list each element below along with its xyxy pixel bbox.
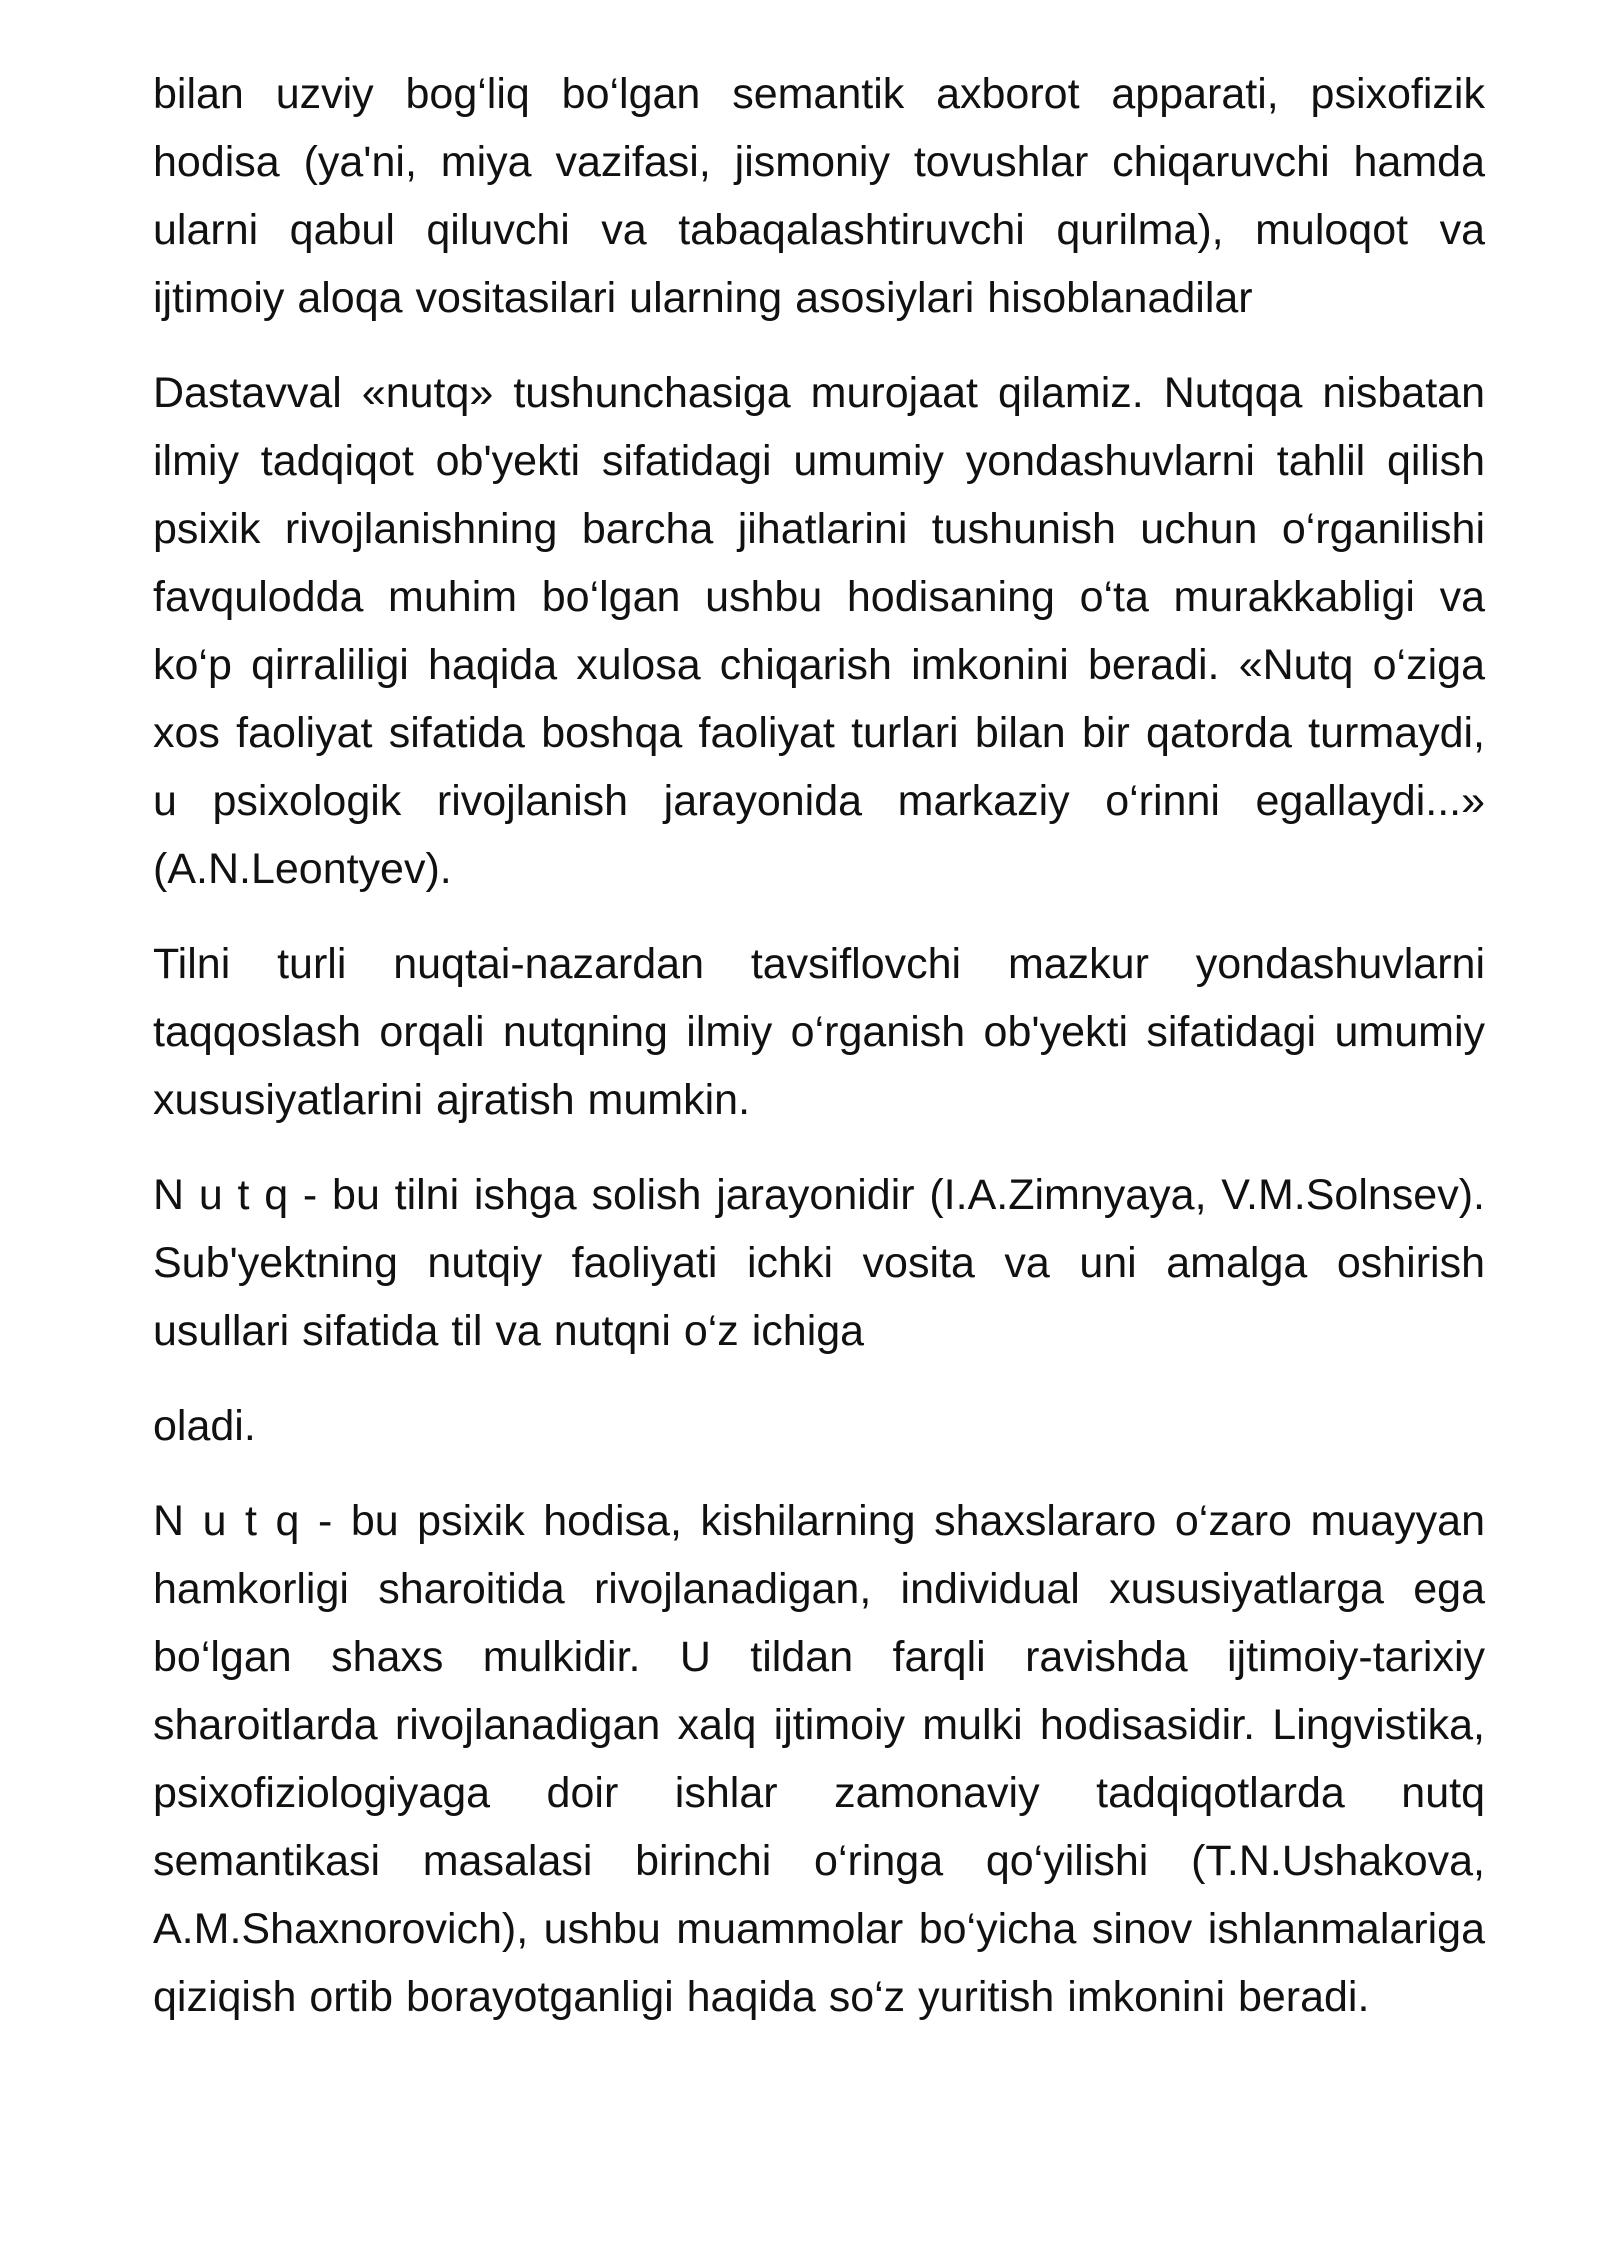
paragraph-1: bilan uzviy bog‘liq bo‘lgan semantik axborot apparati, psixofizik hodisa (ya'ni, miya vazifasi, jismoniy tovushlar chiqaruvchi hamda ularni qabul qiluvchi va tabaqalashtiruvchi qurilma), muloqot va ijtimoiy aloqa vositasilari ularning asosiylari hisoblanadilar <box>153 70 1485 322</box>
paragraph-5: oladi. <box>153 1402 256 1450</box>
paragraph-2: Dastavval «nutq» tushunchasiga murojaat qilamiz. Nutqqa nisbatan ilmiy tadqiqot ob'yekti sifatidagi umumiy yondashuvlarni tahlil qilish psixik rivojlanishning barcha jihatlarini tushunish uchun o‘rganilishi favqulodda muhim bo‘lgan ushbu hodisaning o‘ta murakkabligi va ko‘p qirraliligi haqida xulosa chiqarish imkonini beradi. «Nutq o‘ziga xos faoliyat sifatida boshqa faoliyat turlari bilan bir qatorda turmaydi, u psixologik rivojlanish jarayonida markaziy o‘rinni egallaydi...» (A.N.Leontyev). <box>153 369 1485 893</box>
document-page <box>153 60 1485 2058</box>
paragraph-4: N u t q - bu tilni ishga solish jarayonidir (I.A.Zimnyaya, V.M.Solnsev). Sub'yektning nutqiy faoliyati ichki vosita va uni amalga oshirish usullari sifatida til va nutqni o‘z ichiga <box>153 1171 1485 1355</box>
paragraph-6: N u t q - bu psixik hodisa, kishilarning shaxslararo o‘zaro muayyan hamkorligi sharoitida rivojlanadigan, individual xususiyatlarga ega bo‘lgan shaxs mulkidir. U tildan farqli ravishda ijtimoiy-tarixiy sharoitlarda rivojlanadigan xalq ijtimoiy mulki hodisasidir. Lingvistika, psixofiziologiyaga doir ishlar zamonaviy tadqiqotlarda nutq semantikasi masalasi birinchi o‘ringa qo‘yilishi (T.N.Ushakova, A.M.Shaxnorovich), ushbu muammolar bo‘yicha sinov ishlanmalariga qiziqish ortib borayotganligi haqida so‘z yuritish imkonini beradi. <box>153 1497 1485 2021</box>
paragraph-3: Tilni turli nuqtai-nazardan tavsiflovchi mazkur yondashuvlarni taqqoslash orqali nutqning ilmiy o‘rganish ob'yekti sifatidagi umumiy xususiyatlarini ajratish mumkin. <box>153 940 1485 1124</box>
